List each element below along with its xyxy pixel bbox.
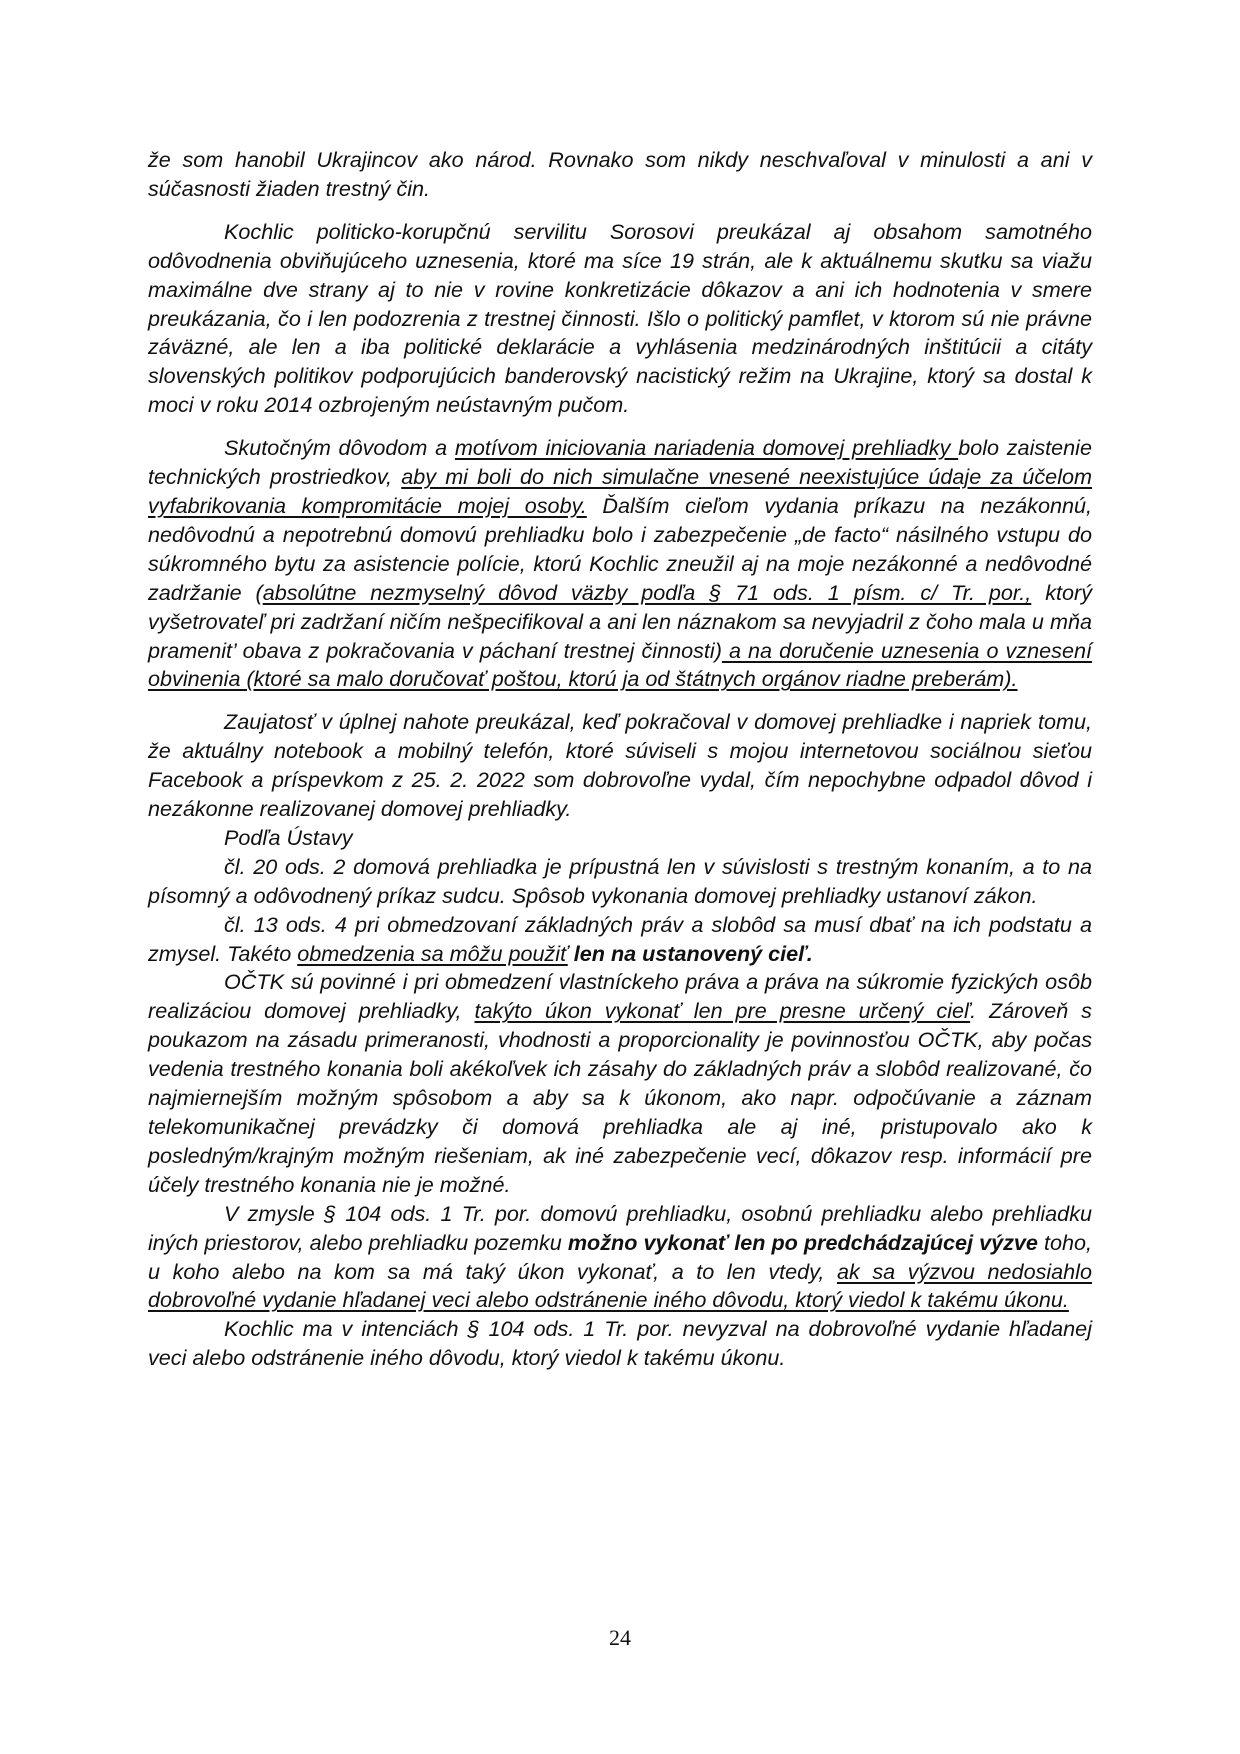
paragraph-p3 [148, 434, 1092, 694]
text-run: čl. 20 ods. 2 domová prehliadka je prípustná len v súvislosti s trestným konaním, a to na písomný a odôvodnený príkaz sudcu. Spôsob vykonania domovej prehliadky ustanoví zákon. [148, 853, 1092, 908]
underlined-text: obmedzenia sa môžu použiť [297, 940, 568, 966]
underlined-text: a na doručenie uznesenia o vznesení obvinenia (ktoré sa malo doručovať poštou, ktorú ja od štátnych orgánov riadne preberám). [148, 637, 1092, 692]
paragraph-p5 [148, 824, 1092, 853]
paragraph-p2 [148, 218, 1092, 420]
text-run: Kochlic ma v intenciách § 104 ods. 1 Tr. por. nevyzval na dobrovoľné vydanie hľadanej veci alebo odstránenie iného dôvodu, ktorý viedol k takému úkonu. [148, 1316, 1092, 1371]
paragraph-p1 [148, 146, 1092, 204]
text-run: Skutočným dôvodom a [224, 435, 455, 461]
text-run: V zmysle § 104 ods. 1 Tr. por. domovú prehliadku, osobnú prehliadku alebo prehliadku iných priestorov, alebo prehliadku pozemku [148, 1200, 1092, 1255]
underlined-text: motívom iniciovania nariadenia domovej prehliadky [454, 435, 959, 461]
paragraph-p7 [148, 911, 1092, 969]
text-run: Ďalším cieľom vydania príkazu na nezákonnú, nedôvodnú a nepotrebnú domovú prehliadku bolo i zabezpečenie „de facto“ násilného vstupu do súkromného bytu za asistencie polície, ktorú Kochlic zneužil aj na moje nezákonné a nedôvodné zadržanie ( [148, 492, 1092, 605]
text-run: Zaujatosť v úplnej nahote preukázal, keď pokračoval v domovej prehliadke i napriek tomu, že aktuálny notebook a mobilný telefón, ktoré súviseli s mojou internetovou sociálnou sieťou Facebook a príspevkom z 25. 2. 2022 som dobrovoľne vydal, čím nepochybne odpadol dôvod i nezákonne realizovanej domovej prehliadky. [148, 709, 1092, 822]
page-number: 24 [609, 1625, 631, 1650]
underlined-text: aby mi boli do nich simulačne vnesené neexistujúce údaje za účelom vyfabrikovania kompromitácie mojej osoby. [148, 464, 1092, 518]
text-run: toho, u koho alebo na kom sa má taký úkon vykonať, a to len vtedy, [148, 1229, 1092, 1284]
underlined-text: absolútne nezmyselný dôvod väzby podľa § 71 ods. 1 písm. c/ Tr. por., [262, 579, 1032, 605]
bold-text: len na ustanovený cieľ. [573, 940, 813, 966]
text-run: . Zároveň s poukazom na zásadu primeranosti, vhodnosti a proporcionality je povinnosťou OČTK, aby počas vedenia trestného konania boli akékoľvek ich zásahy do základných práv a slobôd realizované, čo najmiernejším možným spôsobom a aby sa k úkonom, ako napr. odpočúvanie a záznam telekomunikačnej prevádzky či domová prehliadka ale aj iné, pristupovalo ako k posledným/krajným možným riešeniam, ak iné zabezpečenie vecí, dôkazov resp. informácií pre účely trestného konania nie je možné. [148, 998, 1092, 1197]
text-run: OČTK sú povinné i pri obmedzení vlastníckeho práva a práva na súkromie fyzických osôb realizáciou domovej prehliadky, [148, 969, 1092, 1024]
text-run: bolo zaistenie technických prostriedkov, [148, 435, 1092, 490]
paragraph-p4 [148, 708, 1092, 824]
bold-text: možno vykonať len po predchádzajúcej výzve [567, 1229, 1038, 1255]
text-run: čl. 13 ods. 4 pri obmedzovaní základných práv a slobôd sa musí dbať na ich podstatu a zmysel. Takéto [148, 911, 1092, 966]
paragraph-p9 [148, 1200, 1092, 1316]
paragraph-p8 [148, 968, 1092, 1199]
paragraph-p6 [148, 853, 1092, 911]
text-run: ktorý vyšetrovateľ pri zadržaní ničím nešpecifikoval a ani len náznakom sa nevyjadril z čoho mala u mňa pramenit’ obava z pokračovania v páchaní trestnej činnosti) [148, 579, 1092, 663]
text-run: že som hanobil Ukrajincov ako národ. Rovnako som nikdy neschvaľoval v minulosti a ani v súčasnosti žiaden trestný čin. [148, 147, 1092, 201]
text-run: Kochlic politicko-korupčnú servilitu Sorosovi preukázal aj obsahom samotného odôvodnenia obviňujúceho uznesenia, ktoré ma síce 19 strán, ale k aktuálnemu skutku sa viažu maximálne dve strany aj to nie v rovine konkretizácie dôkazov a ani ich hodnotenia v smere preukázania, čo i len podozrenia z trestnej činnosti. Išlo o politický pamflet, v ktorom sú nie právne záväzné, ale len a iba politické deklarácie a vyhlásenia medzinárodných inštitúcii a citáty slovenských politikov podporujúcich banderovský nacistický režim na Ukrajine, ktorý sa dostal k moci v roku 2014 ozbrojeným neústavným pučom. [148, 218, 1092, 418]
text-run: Podľa Ústavy [224, 824, 353, 850]
underlined-text: ak sa výzvou nedosiahlo dobrovoľné vydanie hľadanej veci alebo odstránenie iného dôvodu, ktorý viedol k takému úkonu. [148, 1258, 1092, 1313]
paragraph-p10 [148, 1315, 1092, 1373]
document-body [148, 146, 1092, 1373]
underlined-text: takýto úkon vykonať len pre presne určený cieľ [474, 998, 971, 1024]
